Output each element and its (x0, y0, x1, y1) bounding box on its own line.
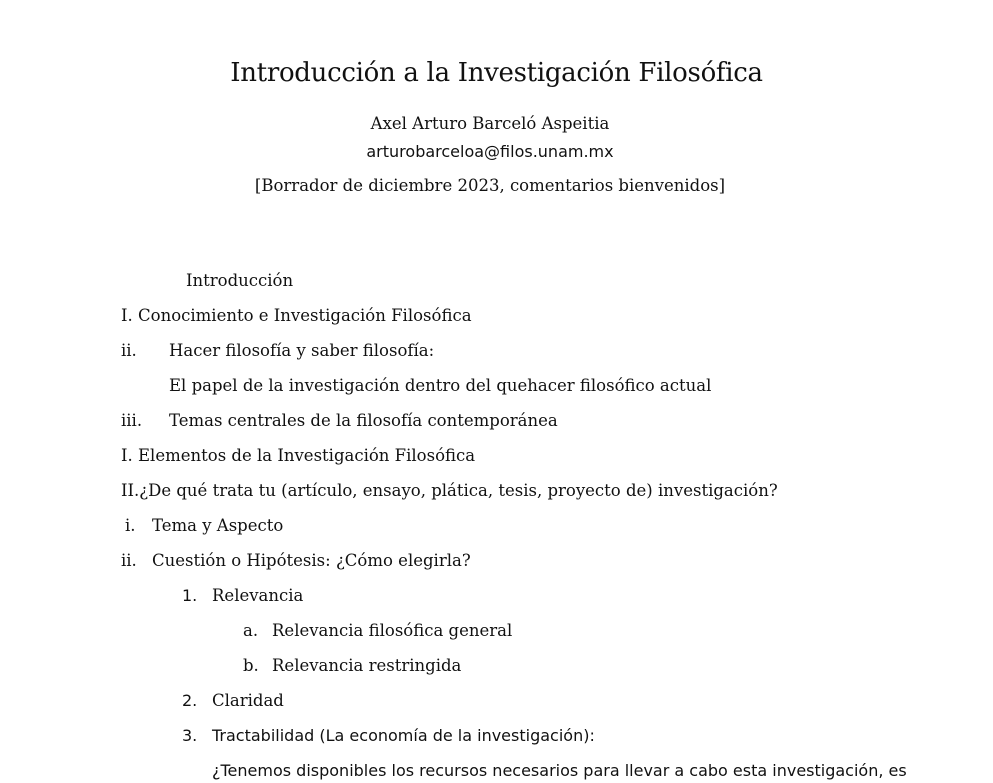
toc-item-a-text: Relevancia filosófica general (272, 621, 513, 640)
toc-p1-iii-text: Temas centrales de la filosofía contemporánea (169, 411, 558, 430)
toc-item-2-marker: 2. (182, 691, 198, 710)
toc-introduction: Introducción (186, 271, 294, 290)
toc-p1-ii-text: Hacer filosofía y saber filosofía: (169, 341, 435, 360)
toc-p3-ii-text: Cuestión o Hipótesis: ¿Cómo elegirla? (152, 551, 471, 570)
toc-p1-ii-marker: ii. (121, 341, 137, 360)
toc-part-2: I. Elementos de la Investigación Filosófica (121, 446, 476, 465)
toc-p3-ii-marker: ii. (121, 551, 137, 570)
toc-part-3: II.¿De qué trata tu (artículo, ensayo, plática, tesis, proyecto de) investigación? (121, 481, 778, 500)
toc-item-1-text: Relevancia (212, 586, 304, 605)
toc-p3-i-text: Tema y Aspecto (152, 516, 284, 535)
toc-item-3-text: Tractabilidad (La economía de la investigación): (212, 726, 595, 745)
toc-p3-i-marker: i. (125, 516, 136, 535)
toc-item-b-marker: b. (243, 656, 259, 675)
toc-item-a-marker: a. (243, 621, 259, 640)
toc-item-b-text: Relevancia restringida (272, 656, 462, 675)
author-email: arturobarceloa@filos.unam.mx (366, 142, 614, 161)
toc-p1-iii-marker: iii. (121, 411, 143, 430)
toc-item-1-marker: 1. (182, 586, 198, 605)
toc-item-2-text: Claridad (212, 691, 284, 710)
toc-item-3-marker: 3. (182, 726, 198, 745)
draft-note: [Borrador de diciembre 2023, comentarios bienvenidos] (254, 176, 726, 195)
author-name: Axel Arturo Barceló Aspeitia (370, 114, 610, 133)
document-title: Introducción a la Investigación Filosófica (230, 58, 763, 88)
toc-item-3-continuation: ¿Tenemos disponibles los recursos necesarios para llevar a cabo esta investigación, es (212, 761, 907, 780)
toc-part-1: I. Conocimiento e Investigación Filosófica (121, 306, 472, 325)
toc-p1-ii-continuation: El papel de la investigación dentro del quehacer filosófico actual (169, 376, 712, 395)
